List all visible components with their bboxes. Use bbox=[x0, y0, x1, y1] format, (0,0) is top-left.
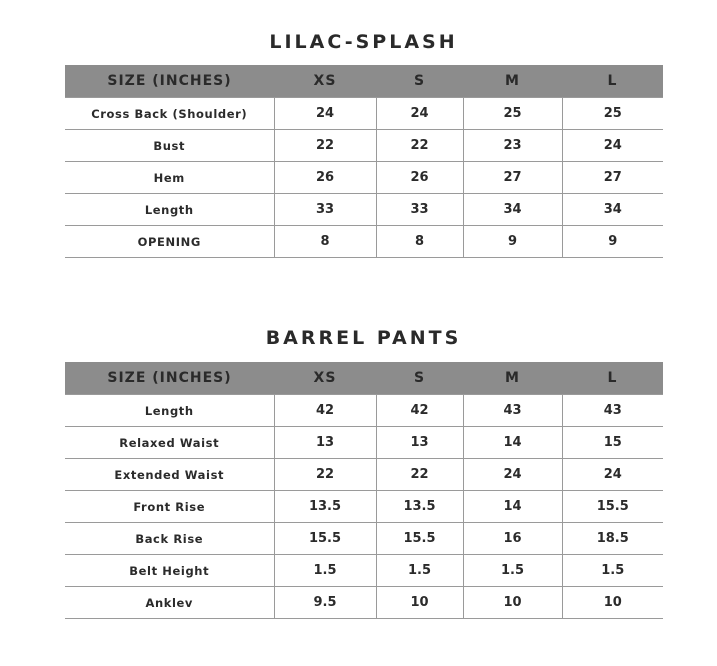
measurement-value: 13 bbox=[274, 427, 376, 459]
table-row bbox=[65, 523, 663, 555]
measurement-value: 24 bbox=[562, 459, 663, 491]
table-row bbox=[65, 162, 663, 194]
measurement-value: 24 bbox=[463, 459, 562, 491]
measurement-label: Bust bbox=[65, 130, 274, 162]
measurement-value: 22 bbox=[376, 459, 463, 491]
header-size-label: SIZE (INCHES) bbox=[65, 362, 274, 395]
measurement-value: 10 bbox=[562, 587, 663, 619]
header-size-1: XS bbox=[274, 362, 376, 395]
measurement-value: 9 bbox=[463, 226, 562, 258]
table-title-lilac-splash: LILAC-SPLASH bbox=[269, 31, 458, 53]
header-size-3: M bbox=[463, 362, 562, 395]
table-row bbox=[65, 98, 663, 130]
measurement-value: 1.5 bbox=[376, 555, 463, 587]
measurement-value: 34 bbox=[562, 194, 663, 226]
measurement-value: 33 bbox=[376, 194, 463, 226]
table-row bbox=[65, 130, 663, 162]
measurement-value: 33 bbox=[274, 194, 376, 226]
measurement-value: 24 bbox=[562, 130, 663, 162]
measurement-value: 14 bbox=[463, 427, 562, 459]
measurement-value: 22 bbox=[274, 459, 376, 491]
measurement-value: 15.5 bbox=[562, 491, 663, 523]
measurement-value: 24 bbox=[376, 98, 463, 130]
measurement-label: Belt Height bbox=[65, 555, 274, 587]
header-size-4: L bbox=[562, 362, 663, 395]
measurement-value: 43 bbox=[463, 395, 562, 427]
header-size-2: S bbox=[376, 362, 463, 395]
measurement-value: 1.5 bbox=[562, 555, 663, 587]
measurement-value: 25 bbox=[463, 98, 562, 130]
measurement-value: 24 bbox=[274, 98, 376, 130]
measurement-value: 13.5 bbox=[376, 491, 463, 523]
measurement-value: 18.5 bbox=[562, 523, 663, 555]
header-row bbox=[65, 65, 663, 98]
measurement-value: 9 bbox=[562, 226, 663, 258]
measurement-value: 13 bbox=[376, 427, 463, 459]
measurement-value: 43 bbox=[562, 395, 663, 427]
measurement-value: 13.5 bbox=[274, 491, 376, 523]
measurement-label: Relaxed Waist bbox=[65, 427, 274, 459]
measurement-value: 22 bbox=[274, 130, 376, 162]
measurement-label: Extended Waist bbox=[65, 459, 274, 491]
table-row bbox=[65, 555, 663, 587]
measurement-value: 1.5 bbox=[463, 555, 562, 587]
measurement-label: Cross Back (Shoulder) bbox=[65, 98, 274, 130]
measurement-value: 8 bbox=[274, 226, 376, 258]
measurement-value: 15 bbox=[562, 427, 663, 459]
measurement-value: 10 bbox=[376, 587, 463, 619]
measurement-value: 23 bbox=[463, 130, 562, 162]
header-size-4: L bbox=[562, 65, 663, 98]
table-title-barrel-pants: BARREL PANTS bbox=[265, 327, 462, 349]
measurement-label: Front Rise bbox=[65, 491, 274, 523]
measurement-value: 10 bbox=[463, 587, 562, 619]
header-row bbox=[65, 362, 663, 395]
header-size-2: S bbox=[376, 65, 463, 98]
measurement-value: 27 bbox=[562, 162, 663, 194]
table-row bbox=[65, 395, 663, 427]
measurement-value: 15.5 bbox=[376, 523, 463, 555]
measurement-value: 22 bbox=[376, 130, 463, 162]
measurement-value: 27 bbox=[463, 162, 562, 194]
table-row bbox=[65, 226, 663, 258]
measurement-value: 42 bbox=[376, 395, 463, 427]
measurement-value: 26 bbox=[376, 162, 463, 194]
measurement-value: 34 bbox=[463, 194, 562, 226]
measurement-label: Length bbox=[65, 194, 274, 226]
measurement-value: 9.5 bbox=[274, 587, 376, 619]
measurement-label: Hem bbox=[65, 162, 274, 194]
measurement-value: 15.5 bbox=[274, 523, 376, 555]
measurement-label: Back Rise bbox=[65, 523, 274, 555]
table-row bbox=[65, 459, 663, 491]
measurement-value: 8 bbox=[376, 226, 463, 258]
measurement-value: 42 bbox=[274, 395, 376, 427]
measurement-value: 26 bbox=[274, 162, 376, 194]
size-table-barrel-pants bbox=[65, 362, 663, 619]
table-row bbox=[65, 427, 663, 459]
size-table-lilac-splash bbox=[65, 65, 663, 258]
measurement-label: OPENING bbox=[65, 226, 274, 258]
table-row bbox=[65, 491, 663, 523]
header-size-label: SIZE (INCHES) bbox=[65, 65, 274, 98]
table-row bbox=[65, 587, 663, 619]
measurement-value: 25 bbox=[562, 98, 663, 130]
measurement-value: 1.5 bbox=[274, 555, 376, 587]
table-row bbox=[65, 194, 663, 226]
measurement-value: 14 bbox=[463, 491, 562, 523]
measurement-label: Anklev bbox=[65, 587, 274, 619]
measurement-label: Length bbox=[65, 395, 274, 427]
header-size-1: XS bbox=[274, 65, 376, 98]
header-size-3: M bbox=[463, 65, 562, 98]
measurement-value: 16 bbox=[463, 523, 562, 555]
